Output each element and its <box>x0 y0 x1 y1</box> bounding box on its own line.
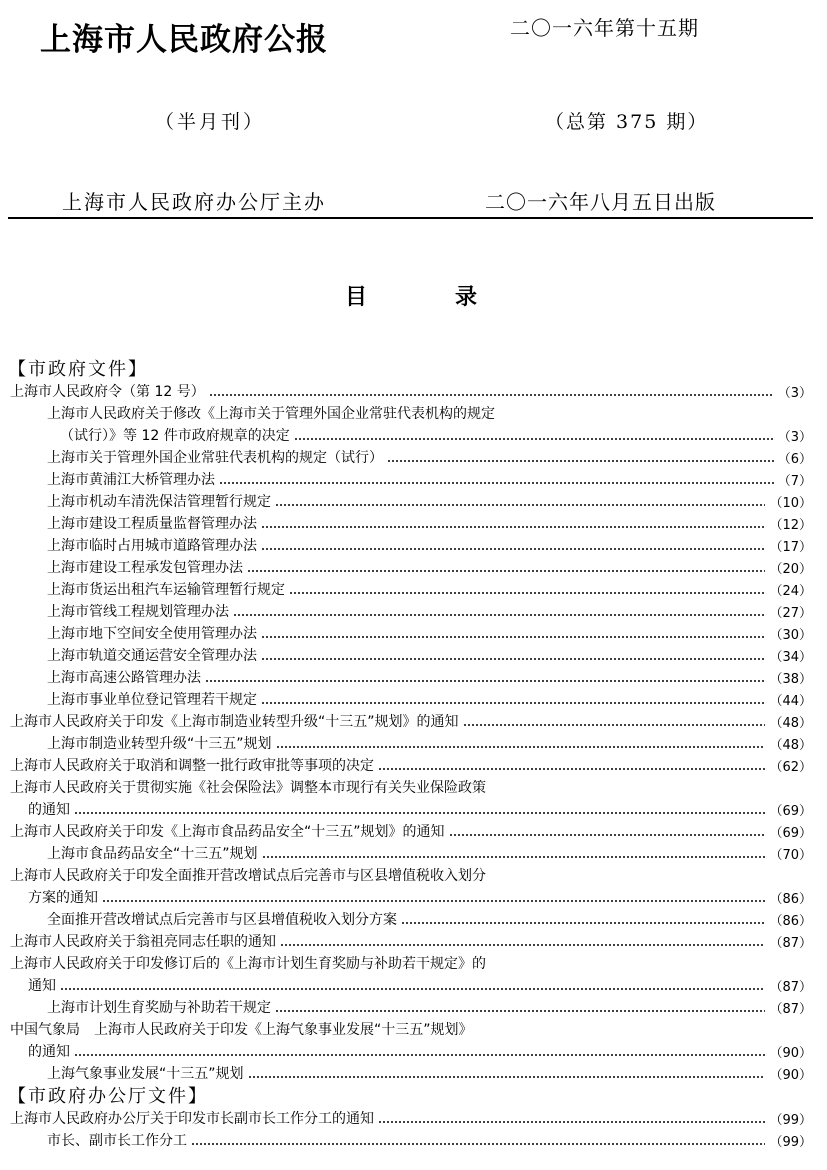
toc-entry[interactable] <box>0 798 827 820</box>
toc-entry[interactable] <box>0 578 827 600</box>
dot-leader <box>219 472 774 486</box>
entry-title: 上海市建设工程质量监督管理办法 <box>47 516 257 532</box>
entry-title: 上海市人民政府关于印发《上海市食品药品安全“十三五”规划》的通知 <box>10 824 445 840</box>
page-number: （38） <box>769 671 812 687</box>
toc-entry[interactable] <box>0 952 827 974</box>
dot-leader <box>275 494 765 508</box>
dot-leader <box>261 648 765 662</box>
dot-leader <box>401 912 765 926</box>
page-number: （12） <box>769 517 812 533</box>
dot-leader <box>276 736 766 750</box>
dot-leader <box>261 516 765 530</box>
dot-leader <box>378 758 765 772</box>
toc-entry[interactable] <box>0 710 827 732</box>
entry-title: 上海市关于管理外国企业常驻代表机构的规定（试行） <box>47 450 383 466</box>
toc-entry[interactable] <box>0 534 827 556</box>
page-number: （90） <box>769 1067 812 1083</box>
frequency-label: （半月刊） <box>155 111 266 133</box>
toc-entry[interactable] <box>0 842 827 864</box>
page-number: （48） <box>769 737 812 753</box>
page-number: （48） <box>769 715 812 731</box>
toc-entry[interactable] <box>0 688 827 710</box>
entry-title: 上海市人民政府令（第 12 号） <box>10 384 205 400</box>
page-number: （44） <box>769 693 812 709</box>
page-number: （7） <box>777 473 812 489</box>
toc-entry[interactable] <box>0 1062 827 1084</box>
toc-heading-char-2: 录 <box>455 284 478 310</box>
dot-leader <box>248 1066 766 1080</box>
toc-entry[interactable] <box>0 974 827 996</box>
dot-leader <box>449 824 766 838</box>
toc-entry[interactable] <box>0 996 827 1018</box>
dot-leader <box>294 428 774 442</box>
toc-entry[interactable] <box>0 556 827 578</box>
dot-leader <box>191 1133 765 1147</box>
dot-leader <box>262 846 766 860</box>
entry-title: 上海市货运出租汽车运输管理暂行规定 <box>47 582 285 598</box>
page-number: （27） <box>769 605 812 621</box>
page-number: （62） <box>769 759 812 775</box>
toc-entry[interactable] <box>0 402 827 424</box>
toc-entry[interactable] <box>0 754 827 776</box>
dot-leader <box>387 450 774 464</box>
toc-entry[interactable] <box>0 446 827 468</box>
page-number: （90） <box>769 1045 812 1061</box>
toc-entry[interactable] <box>0 666 827 688</box>
dot-leader <box>275 1000 765 1014</box>
entry-title: 通知 <box>28 978 56 994</box>
dot-leader <box>209 384 774 398</box>
entry-title: 上海市人民政府关于印发《上海市制造业转型升级“十三五”规划》的通知 <box>10 714 459 730</box>
entry-title: 方案的通知 <box>28 890 98 906</box>
entry-title: 上海市建设工程承发包管理办法 <box>47 560 243 576</box>
page-number: （34） <box>769 649 812 665</box>
page-number: （87） <box>769 979 812 995</box>
toc-entry[interactable] <box>0 930 827 952</box>
toc-entry[interactable] <box>0 1129 827 1151</box>
toc-entry[interactable] <box>0 1040 827 1062</box>
entry-title: 上海市管线工程规划管理办法 <box>47 604 229 620</box>
entry-title: 全面推开营改增试点后完善市与区县增值税收入划分方案 <box>47 912 397 928</box>
page-number: （20） <box>769 561 812 577</box>
page-number: （99） <box>769 1112 812 1128</box>
entry-title: 上海市轨道交通运营安全管理办法 <box>47 648 257 664</box>
dot-leader <box>74 1044 765 1058</box>
entry-title: 的通知 <box>28 1044 70 1060</box>
entry-title: 上海市临时占用城市道路管理办法 <box>47 538 257 554</box>
page-number: （17） <box>769 539 812 555</box>
dot-leader <box>463 714 766 728</box>
toc-entry[interactable] <box>0 380 827 402</box>
page-number: （87） <box>769 1001 812 1017</box>
page-number: （10） <box>769 495 812 511</box>
toc-section-heading <box>0 1083 827 1107</box>
entry-title: 上海市人民政府关于印发修订后的《上海市计划生育奖励与补助若干规定》的 <box>10 956 486 972</box>
dot-leader <box>74 802 765 816</box>
toc-entry[interactable] <box>0 1018 827 1040</box>
toc-entry[interactable] <box>0 490 827 512</box>
entry-title: 上海市机动车清洗保洁管理暂行规定 <box>47 494 271 510</box>
toc-entry[interactable] <box>0 886 827 908</box>
dot-leader <box>261 692 765 706</box>
toc-entry[interactable] <box>0 622 827 644</box>
page-number: （86） <box>769 913 812 929</box>
entry-title: 市长、副市长工作分工 <box>47 1133 187 1149</box>
page-number: （3） <box>777 385 812 401</box>
toc-entry[interactable] <box>0 468 827 490</box>
toc-entry[interactable] <box>0 864 827 886</box>
dot-leader <box>247 560 765 574</box>
page-number: （86） <box>769 891 812 907</box>
issue-number: 二〇一六年第十五期 <box>510 16 699 40</box>
section-title: 【市政府文件】 <box>8 359 148 380</box>
page-number: （87） <box>769 935 812 951</box>
section-title: 【市政府办公厅文件】 <box>8 1086 208 1107</box>
sponsor-label: 上海市人民政府办公厅主办 <box>62 190 326 214</box>
entry-title: 上海市黄浦江大桥管理办法 <box>47 472 215 488</box>
entry-title: （试行）》等 12 件市政府规章的决定 <box>60 428 290 444</box>
dot-leader <box>233 604 765 618</box>
page-number: （69） <box>769 825 812 841</box>
dot-leader <box>280 934 765 948</box>
entry-title: 上海市人民政府办公厅关于印发市长副市长工作分工的通知 <box>10 1111 374 1127</box>
entry-title: 上海市高速公路管理办法 <box>47 670 201 686</box>
entry-title: 上海市食品药品安全“十三五”规划 <box>47 846 258 862</box>
toc-entry[interactable] <box>0 424 827 446</box>
entry-title: 上海市人民政府关于翁祖亮同志任职的通知 <box>10 934 276 950</box>
page-number: （70） <box>769 847 812 863</box>
entry-title: 上海气象事业发展“十三五”规划 <box>47 1066 244 1082</box>
entry-title: 上海市人民政府关于修改《上海市关于管理外国企业常驻代表机构的规定 <box>47 406 495 422</box>
dot-leader <box>205 670 765 684</box>
toc-entry[interactable] <box>0 732 827 754</box>
entry-title: 上海市事业单位登记管理若干规定 <box>47 692 257 708</box>
page-number: （3） <box>777 429 812 445</box>
dot-leader <box>289 582 765 596</box>
page-number: （69） <box>769 803 812 819</box>
entry-title: 上海市制造业转型升级“十三五”规划 <box>47 736 272 752</box>
entry-title: 上海市地下空间安全使用管理办法 <box>47 626 257 642</box>
entry-title: 上海市人民政府关于贯彻实施《社会保险法》调整本市现行有关失业保险政策 <box>10 780 486 796</box>
toc-entry[interactable] <box>0 908 827 930</box>
dot-leader <box>102 890 765 904</box>
dot-leader <box>378 1111 765 1125</box>
toc-heading-char-1: 目 <box>345 284 368 310</box>
gazette-title: 上海市人民政府公报 <box>40 22 328 58</box>
dot-leader <box>60 978 765 992</box>
toc-entry[interactable] <box>0 1107 827 1129</box>
total-issue-number: （总第 375 期） <box>545 111 709 133</box>
toc-entry[interactable] <box>0 820 827 842</box>
entry-title: 上海市计划生育奖励与补助若干规定 <box>47 1000 271 1016</box>
table-of-contents <box>0 357 827 1151</box>
entry-title: 中国气象局 上海市人民政府关于印发《上海气象事业发展“十三五”规划》 <box>10 1022 473 1038</box>
toc-entry[interactable] <box>0 776 827 798</box>
header-divider <box>8 217 813 219</box>
entry-title: 上海市人民政府关于取消和调整一批行政审批等事项的决定 <box>10 758 374 774</box>
dot-leader <box>261 538 765 552</box>
entry-title: 的通知 <box>28 802 70 818</box>
toc-entry[interactable] <box>0 644 827 666</box>
publish-date: 二〇一六年八月五日出版 <box>485 190 716 214</box>
entry-title: 上海市人民政府关于印发全面推开营改增试点后完善市与区县增值税收入划分 <box>10 868 486 884</box>
toc-entry[interactable] <box>0 600 827 622</box>
page-number: （6） <box>777 451 812 467</box>
page-number: （30） <box>769 627 812 643</box>
page-number: （99） <box>769 1134 812 1150</box>
toc-entry[interactable] <box>0 512 827 534</box>
dot-leader <box>261 626 765 640</box>
page-number: （24） <box>769 583 812 599</box>
toc-section-heading <box>0 356 827 380</box>
